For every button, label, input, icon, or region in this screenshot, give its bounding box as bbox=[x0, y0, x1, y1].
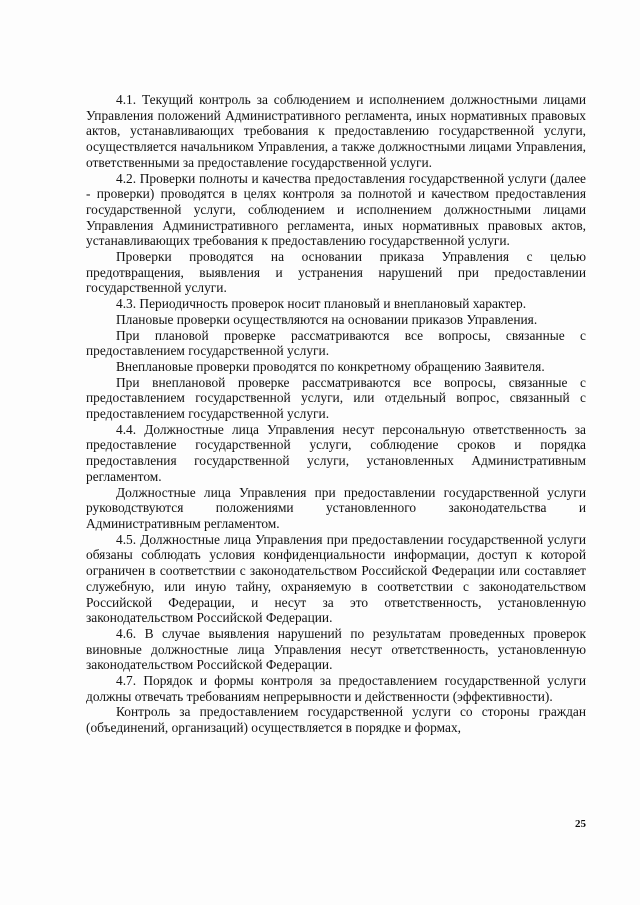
paragraph-4-4: 4.4. Должностные лица Управления несут персональную ответственность за предоставление государственной услуги, соблюдение сроков и порядка предоставления государственной услуги, установленных Административным регламентом. bbox=[86, 421, 586, 484]
paragraph-4-3: 4.3. Периодичность проверок носит плановый и внеплановый характер. bbox=[116, 296, 527, 312]
page-number: 25 bbox=[575, 818, 586, 830]
paragraph-inspections-basis: Проверки проводятся на основании приказа Управления с целью предотвращения, выявления и устранения нарушений при предоставлении государственной услуги. bbox=[86, 249, 586, 296]
paragraph-4-6: 4.6. В случае выявления нарушений по результатам проведенных проверок виновные должностные лица Управления несут ответственность, установленную законодательством Российской Федерации. bbox=[86, 625, 586, 673]
paragraph-4-1: 4.1. Текущий контроль за соблюдением и исполнением должностными лицами Управления положений Административного регламента, иных нормативных правовых актов, устанавливающих требования к предоставлению государственной услуги, осуществляется начальником Управления, а также должностными лицами Управления, ответственными за предоставление государственной услуги. bbox=[86, 92, 586, 170]
paragraph-4-5: 4.5. Должностные лица Управления при предоставлении государственной услуги обязаны соблюдать условия конфиденциальности информации, доступ к которой ограничен в соответствии с законодательством Российской Федерации или составляет служебную, или иную тайну, охраняемую в соответствии с законодательством Российской Федерации, и несут за это ответственность, установленную законодательством Российской Федерации. bbox=[86, 531, 586, 626]
document-body bbox=[86, 92, 586, 736]
paragraph-unplanned-scope: При внеплановой проверке рассматриваются все вопросы, связанные с предоставлением государственной услуги, или отдельный вопрос, связанный с предоставлением государственной услуги. bbox=[86, 374, 586, 422]
paragraph-citizen-control: Контроль за предоставлением государственной услуги со стороны граждан (объединений, организаций) осуществляется в порядке и формах, bbox=[86, 704, 586, 736]
paragraph-unplanned-inspections: Внеплановые проверки проводятся по конкретному обращению Заявителя. bbox=[116, 358, 545, 374]
paragraph-planned-scope: При плановой проверке рассматриваются все вопросы, связанные с предоставлением государственной услуги. bbox=[86, 327, 586, 359]
paragraph-planned-inspections: Плановые проверки осуществляются на основании приказов Управления. bbox=[116, 311, 538, 327]
paragraph-4-7: 4.7. Порядок и формы контроля за предоставлением государственной услуги должны отвечать требованиям непрерывности и действенности (эффективности). bbox=[86, 673, 586, 704]
paragraph-4-2: 4.2. Проверки полноты и качества предоставления государственной услуги (далее - проверки) проводятся в целях контроля за полнотой и качеством предоставления государственной услуги, соблюдением и исполнением должностными лицами Управления Административного регламента, иных нормативных правовых актов, устанавливающих требования к предоставлению государственной услуги. bbox=[86, 170, 586, 249]
paragraph-officials-guidance: Должностные лица Управления при предоставлении государственной услуги руководствуются положениями установленного законодательства и Административным регламентом. bbox=[86, 484, 586, 531]
